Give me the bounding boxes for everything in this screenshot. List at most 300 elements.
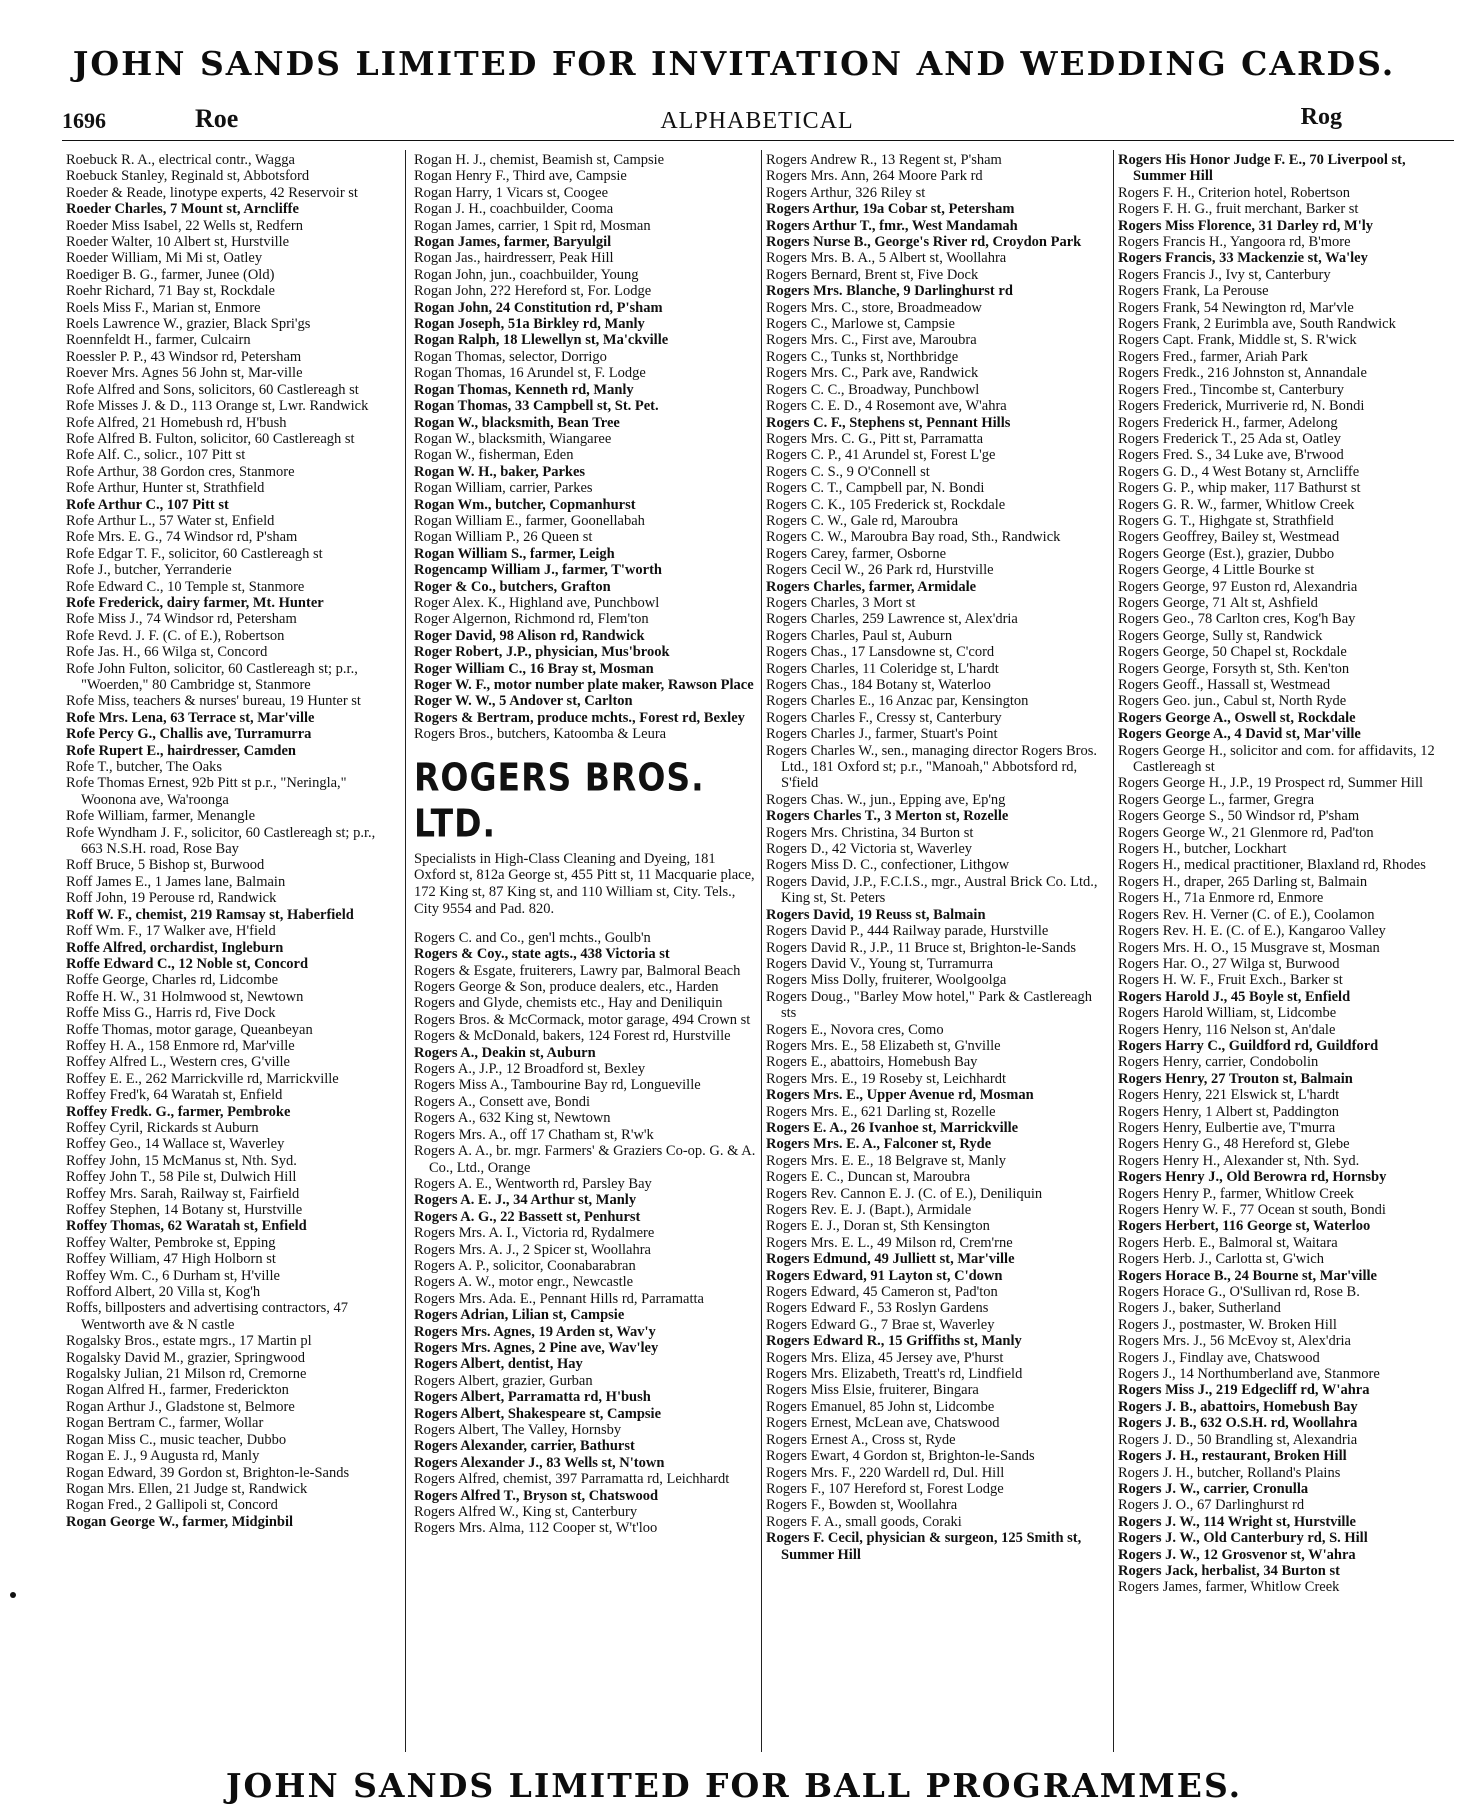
entry-text: Rogers James, farmer, Whitlow Creek	[1118, 1579, 1340, 1596]
entry-text: Rogers Mrs. E., 621 Darling st, Rozelle	[766, 1103, 996, 1120]
directory-entry	[766, 1104, 1110, 1120]
entry-text: Roger Algernon, Richmond rd, Flem'ton	[414, 611, 649, 628]
entry-text: Rogers David, 19 Reuss st, Balmain	[766, 906, 986, 923]
entry-text: Rofe Percy G., Challis ave, Turramurra	[66, 726, 312, 743]
directory-entry	[66, 1169, 396, 1185]
directory-entry	[766, 1530, 1110, 1563]
directory-entry	[766, 1399, 1110, 1415]
directory-entry	[1118, 890, 1460, 906]
directory-entry	[1118, 1514, 1460, 1530]
entry-text: Rogers Cecil W., 26 Park rd, Hurstville	[766, 562, 994, 579]
directory-entry	[766, 808, 1110, 824]
directory-entry	[414, 1077, 756, 1093]
entry-text: Roels Lawrence W., grazier, Black Spri'gs	[66, 316, 311, 333]
entry-text: Rogers E., abattoirs, Homebush Bay	[766, 1054, 978, 1071]
directory-entry	[66, 940, 396, 956]
directory-entry	[414, 1225, 756, 1241]
entry-text: Rogers Horace G., O'Sullivan rd, Rose B.	[1118, 1284, 1360, 1301]
directory-entry	[414, 546, 756, 562]
entry-text: Rogers A. E. J., 34 Arthur st, Manly	[414, 1192, 637, 1209]
directory-entry	[766, 644, 1110, 660]
directory-entry	[66, 1054, 396, 1070]
directory-entry	[766, 792, 1110, 808]
directory-entry	[1118, 415, 1460, 431]
directory-entry	[1118, 1333, 1460, 1349]
entry-text: Rogers Geo. jun., Cabul st, North Ryde	[1118, 693, 1347, 710]
entry-text: Rogan William S., farmer, Leigh	[414, 545, 615, 562]
directory-entry	[66, 1300, 396, 1333]
entry-text: Rogers Mrs. F., 220 Wardell rd, Dul. Hill	[766, 1464, 1005, 1481]
entry-text: Roever Mrs. Agnes 56 John st, Mar-ville	[66, 365, 303, 382]
directory-entry	[66, 398, 396, 414]
directory-column-4	[1118, 152, 1460, 1752]
entry-text: Rogers Alexander, carrier, Bathurst	[414, 1438, 635, 1455]
entry-text: Rogers A. A., br. mgr. Farmers' & Graziers Co-op. G. & A. Co., Ltd., Orange	[414, 1143, 756, 1176]
directory-entry	[66, 1038, 396, 1054]
directory-entry	[766, 431, 1110, 447]
directory-entry	[66, 152, 396, 168]
directory-entry	[66, 1186, 396, 1202]
directory-entry	[1118, 349, 1460, 365]
directory-entry	[1118, 841, 1460, 857]
directory-entry	[766, 234, 1110, 250]
directory-entry	[1118, 365, 1460, 381]
directory-entry	[766, 497, 1110, 513]
directory-entry	[766, 726, 1110, 742]
directory-entry	[66, 644, 396, 660]
directory-entry	[414, 1356, 756, 1372]
entry-text: Rogers J. W., 12 Grosvenor st, W'ahra	[1118, 1546, 1356, 1563]
entry-text: Rogers Edward F., 53 Roslyn Gardens	[766, 1300, 989, 1317]
entry-text: Rogers Henry W. F., 77 Ocean st south, Bondi	[1118, 1202, 1386, 1218]
directory-entry	[414, 1455, 756, 1471]
entry-text: Rogers Edmund, 49 Julliett st, Mar'ville	[766, 1251, 1015, 1268]
header-rule	[62, 140, 1454, 141]
entry-text: Rogers A. E., Wentworth rd, Parsley Bay	[414, 1175, 652, 1192]
entry-text: Rogers H., draper, 265 Darling st, Balmain	[1118, 873, 1368, 890]
directory-entry	[414, 250, 756, 266]
entry-text: Rogan W., blacksmith, Bean Tree	[414, 414, 620, 431]
entry-text: Rogan H. J., chemist, Beamish st, Campsie	[414, 152, 665, 168]
directory-entry	[1118, 726, 1460, 742]
directory-entry	[766, 907, 1110, 923]
directory-entry	[1118, 562, 1460, 578]
directory-entry	[1118, 595, 1460, 611]
directory-entry	[414, 382, 756, 398]
directory-entry	[414, 979, 756, 995]
entry-text: Rogers Arthur, 19a Cobar st, Petersham	[766, 201, 1015, 218]
directory-entry	[1118, 447, 1460, 463]
entry-text: Rogers Miss A., Tambourine Bay rd, Longueville	[414, 1077, 701, 1094]
directory-entry	[1118, 1120, 1460, 1136]
entry-text: Rofe Revd. J. F. (C. of E.), Robertson	[66, 627, 285, 644]
entry-text: Rogers George H., J.P., 19 Prospect rd, Summer Hill	[1118, 775, 1424, 792]
directory-entry	[414, 1373, 756, 1389]
directory-entry	[1118, 431, 1460, 447]
directory-entry	[66, 1399, 396, 1415]
directory-entry	[66, 1136, 396, 1152]
directory-entry	[1118, 1547, 1460, 1563]
directory-entry	[766, 382, 1110, 398]
entry-text: Rogers Rev. H. Verner (C. of E.), Coolamon	[1118, 906, 1375, 923]
entry-text: Rogers Harold William, st, Lidcombe	[1118, 1005, 1337, 1022]
directory-entry	[414, 480, 756, 496]
entry-text: Rogan Alfred H., farmer, Frederickton	[66, 1382, 289, 1399]
entry-text: Rogers C. W., Gale rd, Maroubra	[766, 512, 959, 529]
directory-entry	[66, 1120, 396, 1136]
directory-entry	[766, 1382, 1110, 1398]
directory-entry	[66, 201, 396, 217]
directory-entry	[1118, 1005, 1460, 1021]
entry-text: Rogers and Glyde, chemists etc., Hay and Deniliquin	[414, 995, 723, 1012]
directory-entry	[66, 1218, 396, 1234]
entry-text: Rogers Henry, carrier, Condobolin	[1118, 1054, 1319, 1071]
directory-entry	[766, 1284, 1110, 1300]
directory-entry	[1118, 1432, 1460, 1448]
directory-entry	[1118, 1136, 1460, 1152]
entry-text: Rogan E. J., 9 Augusta rd, Manly	[66, 1448, 260, 1465]
right-guide-word: Rog	[1300, 104, 1342, 130]
directory-entry	[1118, 1415, 1460, 1431]
entry-text: Rogers Henry G., 48 Hereford st, Glebe	[1118, 1136, 1350, 1153]
entry-text: Rogan John, jun., coachbuilder, Young	[414, 266, 639, 283]
entry-text: Rogers Mrs. Eliza, 45 Jersey ave, P'hurst	[766, 1349, 1004, 1366]
directory-entry	[66, 1497, 396, 1513]
entry-text: Rofe Rupert E., hairdresser, Camden	[66, 742, 296, 759]
directory-entry	[66, 250, 396, 266]
entry-text: Rogers Mrs. Agnes, 2 Pine ave, Wav'ley	[414, 1339, 659, 1356]
directory-entry	[66, 1153, 396, 1169]
entry-text: Rogers C. F., Stephens st, Pennant Hills	[766, 414, 1011, 431]
directory-entry	[66, 1514, 396, 1530]
entry-text: Rogers Mrs. A., off 17 Chatham st, R'w'k	[414, 1126, 654, 1143]
directory-entry	[1118, 1448, 1460, 1464]
entry-text: Rogers Mrs. C., First ave, Maroubra	[766, 332, 977, 349]
directory-entry	[66, 1333, 396, 1349]
directory-entry	[766, 332, 1110, 348]
entry-text: Rogers G. T., Highgate st, Strathfield	[1118, 512, 1334, 529]
entry-text: Rogers Alfred W., King st, Canterbury	[414, 1504, 638, 1521]
entry-text: Rofe Mrs. E. G., 74 Windsor rd, P'sham	[66, 529, 298, 546]
directory-entry	[1118, 775, 1460, 791]
entry-text: Rogan Joseph, 51a Birkley rd, Manly	[414, 316, 645, 333]
directory-entry	[414, 1127, 756, 1143]
entry-text: Rogers Francis H., Yangoora rd, B'more	[1118, 234, 1351, 251]
directory-entry	[1118, 1268, 1460, 1284]
entry-text: Rogers J. H., butcher, Rolland's Plains	[1118, 1464, 1341, 1481]
directory-entry	[1118, 218, 1460, 234]
directory-entry	[1118, 1202, 1460, 1218]
entry-text: Rofe Wyndham J. F., solicitor, 60 Castlereagh st; p.r., 663 N.S.H. road, Rose Bay	[66, 824, 376, 858]
entry-text: Rogers H., butcher, Lockhart	[1118, 841, 1287, 858]
directory-entry	[1118, 480, 1460, 496]
directory-entry	[766, 1514, 1110, 1530]
directory-entry	[1118, 1054, 1460, 1070]
directory-entry	[766, 480, 1110, 496]
directory-entry	[1118, 1169, 1460, 1185]
entry-text: Rogan Mrs. Ellen, 21 Judge st, Randwick	[66, 1480, 308, 1497]
entry-text: Rogers Charles, Paul st, Auburn	[766, 627, 953, 644]
directory-entry	[66, 464, 396, 480]
directory-entry	[414, 930, 756, 946]
entry-text: Roger W. F., motor number plate maker, Rawson Place	[414, 677, 754, 693]
directory-entry	[766, 1333, 1110, 1349]
entry-text: Rogers C. C., Broadway, Punchbowl	[766, 381, 980, 398]
entry-text: Rogan Ralph, 18 Llewellyn st, Ma'ckville	[414, 332, 669, 349]
directory-entry	[66, 529, 396, 545]
entry-text: Rogan Thomas, Kenneth rd, Manly	[414, 381, 634, 398]
directory-entry	[414, 1176, 756, 1192]
entry-text: Rogers Mrs. C. G., Pitt st, Parramatta	[766, 430, 984, 447]
directory-entry	[66, 825, 396, 858]
directory-entry	[66, 628, 396, 644]
directory-entry	[66, 743, 396, 759]
entry-text: Rogers Charles, 11 Coleridge st, L'hardt	[766, 660, 999, 677]
directory-entry	[766, 201, 1110, 217]
directory-entry	[766, 628, 1110, 644]
entry-text: Rogers Albert, The Valley, Hornsby	[414, 1422, 622, 1438]
directory-entry	[66, 415, 396, 431]
entry-text: Rogers G. D., 4 West Botany st, Arncliffe	[1118, 463, 1360, 480]
entry-text: Rogan Henry F., Third ave, Campsie	[414, 168, 627, 185]
entry-text: Rogalsky Bros., estate mgrs., 17 Martin pl	[66, 1333, 312, 1350]
directory-entry	[1118, 923, 1460, 939]
directory-entry	[66, 989, 396, 1005]
directory-entry	[766, 562, 1110, 578]
entry-text: Rogers Edward, 45 Cameron st, Pad'ton	[766, 1284, 998, 1301]
entry-text: Rogers Albert, grazier, Gurban	[414, 1372, 593, 1389]
directory-entry	[1118, 874, 1460, 890]
entry-text: Rogers Charles J., farmer, Stuart's Point	[766, 726, 998, 743]
directory-entry	[66, 1415, 396, 1431]
entry-text: Rogers Harry C., Guildford rd, Guildford	[1118, 1037, 1379, 1054]
directory-entry	[414, 316, 756, 332]
entry-text: Rogers Carey, farmer, Osborne	[766, 545, 947, 562]
directory-entry	[766, 940, 1110, 956]
entry-text: Rogan W., blacksmith, Wiangaree	[414, 430, 612, 447]
directory-entry	[1118, 1038, 1460, 1054]
directory-entry	[414, 152, 756, 168]
directory-entry	[766, 1415, 1110, 1431]
entry-text: Rogers Geoff., Hassall st, Westmead	[1118, 677, 1331, 693]
entry-text: Rogers Nurse B., George's River rd, Croydon Park	[766, 234, 1082, 251]
entry-text: Rogers Mrs. Blanche, 9 Darlinghurst rd	[766, 283, 1013, 300]
entry-text: Roeder & Reade, linotype experts, 42 Reservoir st	[66, 184, 358, 201]
entry-text: Rogers Miss Florence, 31 Darley rd, M'ly	[1118, 217, 1374, 234]
entry-text: Rofe Miss J., 74 Windsor rd, Petersham	[66, 611, 297, 628]
directory-entry	[414, 1520, 756, 1536]
entry-text: Rogers Albert, Shakespeare st, Campsie	[414, 1405, 662, 1422]
directory-entry	[1118, 1186, 1460, 1202]
entry-text: Rogers Miss Elsie, fruiterer, Bingara	[766, 1382, 979, 1399]
entry-text: Roffey Wm. C., 6 Durham st, H'ville	[66, 1267, 280, 1284]
directory-entry	[414, 267, 756, 283]
directory-entry	[1118, 1382, 1460, 1398]
entry-text: Rogers Miss D. C., confectioner, Lithgow	[766, 857, 1010, 874]
entry-text: Roff Wm. F., 17 Walker ave, H'field	[66, 923, 276, 940]
entry-text: Rogers Geo., 78 Carlton cres, Kog'h Bay	[1118, 611, 1356, 628]
directory-entry	[66, 972, 396, 988]
entry-text: Rogers Mrs. E., Upper Avenue rd, Mosman	[766, 1087, 1034, 1104]
entry-text: Roffe H. W., 31 Holmwood st, Newtown	[66, 988, 304, 1005]
directory-entry	[414, 579, 756, 595]
directory-entry	[1118, 1284, 1460, 1300]
directory-entry	[414, 332, 756, 348]
entry-text: Roger Robert, J.P., physician, Mus'brook	[414, 644, 670, 661]
directory-entry	[766, 677, 1110, 693]
directory-entry	[414, 946, 756, 962]
entry-text: Rogers Francis, 33 Mackenzie st, Wa'ley	[1118, 250, 1368, 267]
entry-text: Rogers Bernard, Brent st, Five Dock	[766, 266, 979, 283]
directory-entry	[1118, 808, 1460, 824]
directory-entry	[414, 1143, 756, 1176]
entry-text: Roeder Charles, 7 Mount st, Arncliffe	[66, 201, 299, 218]
directory-entry	[766, 1071, 1110, 1087]
entry-text: Rofe Edgar T. F., solicitor, 60 Castlereagh st	[66, 545, 323, 562]
directory-entry	[1118, 513, 1460, 529]
entry-text: Rogers & Bertram, produce mchts., Forest rd, Bexley	[414, 709, 745, 726]
entry-text: Rofe Arthur, 38 Gordon cres, Stanmore	[66, 463, 295, 480]
entry-text: Rogers C. S., 9 O'Connell st	[766, 463, 930, 480]
entry-text: Roffey Thomas, 62 Waratah st, Enfield	[66, 1218, 307, 1235]
directory-entry	[766, 1120, 1110, 1136]
entry-text: Rogers J., baker, Sutherland	[1118, 1300, 1281, 1317]
directory-entry	[766, 1022, 1110, 1038]
directory-entry	[66, 546, 396, 562]
directory-entry	[766, 1465, 1110, 1481]
entry-text: Rogers F. A., small goods, Coraki	[766, 1513, 962, 1530]
entry-text: Rogers Mrs. E., 58 Elizabeth st, G'nville	[766, 1037, 1001, 1054]
entry-text: Roger W. W., 5 Andover st, Carlton	[414, 693, 633, 710]
entry-text: Rogan Edward, 39 Gordon st, Brighton-le-Sands	[66, 1464, 350, 1481]
directory-entry	[766, 857, 1110, 873]
directory-entry	[66, 447, 396, 463]
entry-text: Rogers Bros. & McCormack, motor garage, 494 Crown st	[414, 1011, 751, 1028]
entry-text: Roffey Mrs. Sarah, Railway st, Fairfield	[66, 1185, 300, 1202]
entry-text: Rogers Frederick T., 25 Ada st, Oatley	[1118, 430, 1341, 447]
directory-entry	[66, 185, 396, 201]
directory-entry	[1118, 1465, 1460, 1481]
column-divider	[1113, 150, 1114, 1752]
running-header	[62, 104, 1452, 138]
entry-text: Rogan John, 2?2 Hereford st, For. Lodge	[414, 283, 652, 300]
entry-text: Rogan Wm., butcher, Copmanhurst	[414, 496, 636, 513]
directory-entry	[1118, 743, 1460, 776]
entry-text: Rogers J. B., abattoirs, Homebush Bay	[1118, 1398, 1358, 1415]
directory-entry	[414, 218, 756, 234]
entry-text: Rofe Arthur C., 107 Pitt st	[66, 496, 229, 513]
entry-text: Rofford Albert, 20 Villa st, Kog'h	[66, 1284, 261, 1301]
entry-text: Rogers A., Consett ave, Bondi	[414, 1093, 591, 1110]
directory-entry	[1118, 283, 1460, 299]
directory-entry	[66, 710, 396, 726]
entry-text: Rogers Charles E., 16 Anzac par, Kensington	[766, 693, 1029, 710]
entry-text: Rofe Edward C., 10 Temple st, Stanmore	[66, 578, 305, 595]
directory-entry	[766, 956, 1110, 972]
entry-text: Rogers J. B., 632 O.S.H. rd, Woollahra	[1118, 1415, 1358, 1432]
entry-text: Rogers Fredk., 216 Johnston st, Annandale	[1118, 365, 1367, 382]
entry-text: Rofe Arthur L., 57 Water st, Enfield	[66, 512, 275, 529]
directory-entry	[414, 1192, 756, 1208]
entry-text: Rogers A., Deakin st, Auburn	[414, 1044, 596, 1061]
directory-entry	[1118, 1022, 1460, 1038]
bottom-banner: JOHN SANDS LIMITED FOR BALL PROGRAMMES.	[225, 1766, 1243, 1805]
directory-entry	[414, 464, 756, 480]
entry-text: Rogers Jack, herbalist, 34 Burton st	[1118, 1562, 1340, 1579]
entry-text: Rogers George, 97 Euston rd, Alexandria	[1118, 578, 1358, 595]
entry-text: Roffey Geo., 14 Wallace st, Waverley	[66, 1136, 285, 1153]
directory-entry	[414, 693, 756, 709]
directory-entry	[1118, 1235, 1460, 1251]
entry-text: Roels Miss F., Marian st, Enmore	[66, 299, 261, 316]
entry-text: Rogers C. P., 41 Arundel st, Forest L'ge	[766, 447, 996, 464]
entry-text: Rofe Misses J. & D., 113 Orange st, Lwr. Randwick	[66, 398, 369, 415]
directory-entry	[766, 250, 1110, 266]
directory-entry	[766, 513, 1110, 529]
entry-text: Rogers Mrs. Ada. E., Pennant Hills rd, Parramatta	[414, 1290, 704, 1307]
entry-text: Rogers J., postmaster, W. Broken Hill	[1118, 1316, 1337, 1333]
directory-entry	[66, 956, 396, 972]
entry-text: Rogencamp William J., farmer, T'worth	[414, 562, 662, 579]
entry-text: Rogalsky Julian, 21 Milson rd, Cremorne	[66, 1366, 307, 1383]
directory-entry	[766, 1448, 1110, 1464]
entry-text: Rogan Bertram C., farmer, Wollar	[66, 1415, 264, 1432]
directory-entry	[766, 1350, 1110, 1366]
entry-text: Rogers Edward G., 7 Brae st, Waverley	[766, 1316, 995, 1333]
directory-entry	[766, 218, 1110, 234]
entry-text: Rogers Mrs. B. A., 5 Albert st, Woollahra	[766, 250, 1007, 267]
directory-entry	[766, 661, 1110, 677]
directory-entry	[766, 743, 1110, 792]
directory-entry	[66, 1071, 396, 1087]
directory-entry	[414, 1438, 756, 1454]
directory-entry	[1118, 1104, 1460, 1120]
directory-entry	[1118, 710, 1460, 726]
directory-entry	[414, 1389, 756, 1405]
directory-entry	[414, 185, 756, 201]
entry-text: Roffey Walter, Pembroke st, Epping	[66, 1234, 276, 1251]
directory-entry	[766, 1153, 1110, 1169]
directory-entry	[66, 1202, 396, 1218]
directory-entry	[66, 365, 396, 381]
entry-text: Rogers Ernest, McLean ave, Chatswood	[766, 1415, 1000, 1432]
directory-entry	[414, 1340, 756, 1356]
margin-dot	[10, 1592, 16, 1598]
entry-text: Rogers George L., farmer, Gregra	[1118, 791, 1315, 808]
entry-text: Roffe Miss G., Harris rd, Five Dock	[66, 1005, 276, 1022]
entry-text: Roger William C., 16 Bray st, Mosman	[414, 660, 654, 677]
directory-entry	[766, 1087, 1110, 1103]
entry-text: Rogers Alfred T., Bryson st, Chatswood	[414, 1487, 659, 1504]
advertisement-text: Specialists in High-Class Cleaning and Dyeing, 181 Oxford st, 812a George st, 455 Pitt st, 11 Macquarie place, 172 King st, 87 King st, and 110 William st, City. Tels., City 9554 and Pad. 820.	[414, 850, 755, 918]
directory-entry	[414, 595, 756, 611]
directory-entry	[766, 841, 1110, 857]
directory-entry	[1118, 267, 1460, 283]
entry-text: Rogers Arthur, 326 Riley st	[766, 184, 926, 201]
directory-entry	[1118, 1071, 1460, 1087]
directory-entry	[766, 1317, 1110, 1333]
entry-text: Rogers George W., 21 Glenmore rd, Pad'ton	[1118, 824, 1374, 841]
entry-text: Rogers Mrs. Christina, 34 Burton st	[766, 824, 974, 841]
directory-entry	[414, 1307, 756, 1323]
entry-text: Rogers Frederick, Murriverie rd, N. Bondi	[1118, 398, 1365, 415]
entry-text: Rogers Henry, 116 Nelson st, An'dale	[1118, 1021, 1336, 1038]
directory-entry	[766, 300, 1110, 316]
entry-text: Rogers Mrs. A. I., Victoria rd, Rydalmere	[414, 1225, 655, 1242]
entry-text: Rogers Mrs. J., 56 McEvoy st, Alex'dria	[1118, 1333, 1351, 1350]
directory-entry	[1118, 1300, 1460, 1316]
entry-text: Rogers Herbert, 116 George st, Waterloo	[1118, 1218, 1371, 1235]
